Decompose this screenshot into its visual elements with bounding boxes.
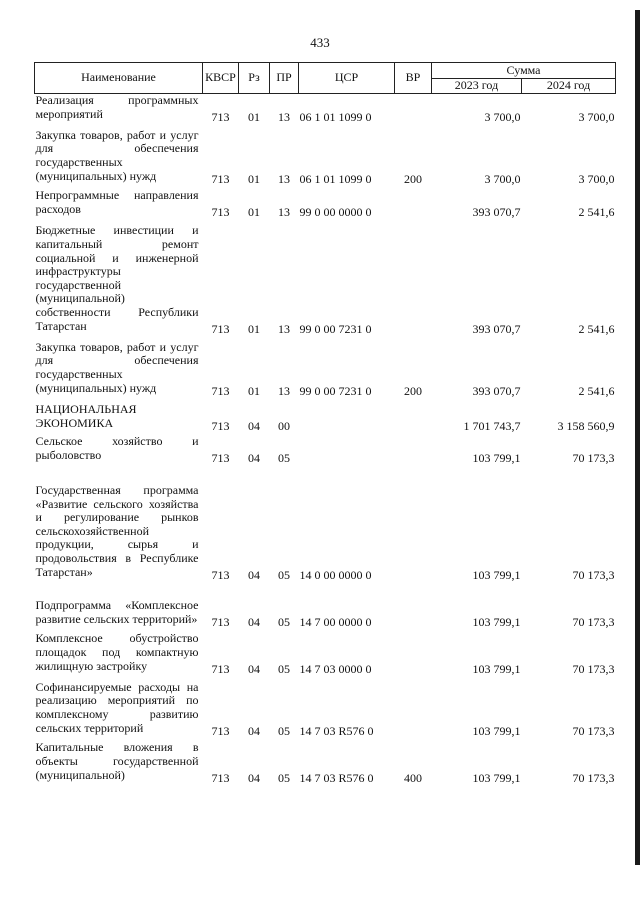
row-name: Реализация программных мероприятий [35,93,199,121]
table-row [35,398,616,433]
row-rz: 01 [248,321,260,336]
row-vr [395,676,432,738]
row-vr [395,94,432,125]
table-row [35,124,616,186]
header-sum: Сумма [432,63,616,79]
row-amount-2024: 70 173,3 [572,567,615,582]
row-amount-2023: 103 799,1 [472,567,521,582]
row-name: Софинансируемые расходы на реализацию мероприятий по комплексному развитию сельских территорий [35,679,199,735]
row-csr: 14 7 03 0000 0 [299,661,372,676]
row-pr: 05 [278,567,290,582]
row-csr: 14 0 00 0000 0 [299,567,372,582]
row-pr: 13 [278,171,290,186]
row-vr [395,219,432,336]
table-row [35,629,616,676]
row-kvsr: 713 [211,450,230,465]
row-csr [299,433,395,465]
table-row [35,738,616,785]
table-row [35,219,616,336]
header-year-2024: 2024 год [522,79,616,94]
table-row [35,582,616,629]
row-amount-2023: 103 799,1 [472,450,521,465]
row-amount-2023: 1 701 743,7 [463,418,521,433]
row-kvsr: 713 [211,171,230,186]
row-rz: 01 [248,109,260,124]
row-pr: 05 [278,770,290,785]
row-kvsr: 713 [211,614,230,629]
row-pr: 05 [278,450,290,465]
row-rz: 04 [248,661,260,676]
row-csr: 99 0 00 0000 0 [299,204,372,219]
row-csr: 99 0 00 7231 0 [299,383,372,398]
scan-edge-shadow [635,10,640,865]
row-amount-2024: 2 541,6 [578,321,615,336]
row-csr: 06 1 01 1099 0 [299,109,372,124]
row-rz: 04 [248,418,260,433]
row-rz: 04 [248,614,260,629]
header-rz: Рз [239,63,270,94]
row-amount-2023: 393 070,7 [472,204,521,219]
header-kvsr: КВСР [203,63,239,94]
row-name: НАЦИОНАЛЬНАЯ ЭКОНОМИКА [35,402,137,430]
row-amount-2024: 2 541,6 [578,383,615,398]
row-amount-2024: 70 173,3 [572,450,615,465]
row-name: Бюджетные инвестиции и капитальный ремонт социальной и инженерной инфраструктуры государственной (муниципальной) собственности Республики Татарстан [35,223,199,333]
row-vr [395,582,432,629]
row-csr: 14 7 03 R576 0 [299,723,374,738]
row-amount-2024: 70 173,3 [572,661,615,676]
row-rz: 04 [248,770,260,785]
row-vr [395,629,432,676]
table-row [35,676,616,738]
budget-table [34,62,616,785]
row-kvsr: 713 [211,567,230,582]
row-csr: 06 1 01 1099 0 [299,171,372,186]
row-kvsr: 713 [211,109,230,124]
row-kvsr: 713 [211,661,230,676]
row-pr: 13 [278,383,290,398]
row-pr: 05 [278,723,290,738]
row-name: Закупка товаров, работ и услуг для обеспечения государственных (муниципальных) нужд [35,127,199,183]
row-csr: 99 0 00 7231 0 [299,321,372,336]
row-kvsr: 713 [211,723,230,738]
row-pr: 13 [278,204,290,219]
header-vr: ВР [395,63,432,94]
row-csr: 14 7 03 R576 0 [299,770,374,785]
row-name: Непрограммные направления расходов [35,188,199,216]
table-row [35,336,616,398]
table-row [35,94,616,125]
row-name: Сельское хозяйство и рыболовство [35,434,199,462]
row-pr: 13 [278,321,290,336]
row-vr [395,433,432,465]
row-pr: 05 [278,614,290,629]
row-vr [395,186,432,219]
row-pr: 13 [278,109,290,124]
row-amount-2024: 3 700,0 [578,171,615,186]
page-number: 433 [310,35,330,50]
row-rz: 01 [248,204,260,219]
row-amount-2023: 103 799,1 [472,770,521,785]
row-rz: 01 [248,383,260,398]
row-amount-2023: 103 799,1 [472,723,521,738]
row-kvsr: 713 [211,418,230,433]
row-rz: 04 [248,450,260,465]
row-name: Подпрограмма «Комплексное развитие сельских территорий» [35,598,199,626]
table-body [35,94,616,786]
row-amount-2024: 70 173,3 [572,770,615,785]
row-amount-2024: 70 173,3 [572,723,615,738]
row-amount-2023: 3 700,0 [484,109,521,124]
row-vr [395,398,432,433]
row-kvsr: 713 [211,321,230,336]
row-pr: 00 [278,418,290,433]
row-amount-2023: 3 700,0 [484,171,521,186]
row-name: Комплексное обустройство площадок под компактную жилищную застройку [35,631,199,673]
row-kvsr: 713 [211,770,230,785]
table-header [35,63,616,94]
row-csr [299,398,395,433]
row-vr: 200 [404,383,422,398]
header-pr: ПР [270,63,299,94]
header-name: Наименование [35,63,203,94]
row-csr: 14 7 00 0000 0 [299,614,372,629]
row-rz: 01 [248,171,260,186]
row-amount-2024: 3 700,0 [578,109,615,124]
row-name: Государственная программа «Развитие сельского хозяйства и регулирование рынков сельскохозяйственной продукции, сырья и продовольствия в Республике Татарстан» [35,483,199,579]
table-row [35,433,616,465]
row-amount-2024: 2 541,6 [578,204,615,219]
header-csr: ЦСР [299,63,395,94]
row-vr: 200 [404,171,422,186]
row-pr: 05 [278,661,290,676]
row-amount-2023: 103 799,1 [472,614,521,629]
row-name: Капитальные вложения в объекты государственной (муниципальной) [35,740,199,782]
row-rz: 04 [248,567,260,582]
row-amount-2023: 393 070,7 [472,383,521,398]
row-amount-2023: 393 070,7 [472,321,521,336]
row-amount-2024: 70 173,3 [572,614,615,629]
table-row [35,186,616,219]
row-kvsr: 713 [211,204,230,219]
table-row [35,465,616,582]
header-year-2023: 2023 год [432,79,522,94]
row-amount-2024: 3 158 560,9 [557,418,615,433]
row-amount-2023: 103 799,1 [472,661,521,676]
row-vr: 400 [404,770,422,785]
row-kvsr: 713 [211,383,230,398]
row-rz: 04 [248,723,260,738]
row-vr [395,465,432,582]
row-name: Закупка товаров, работ и услуг для обеспечения государственных (муниципальных) нужд [35,339,199,395]
